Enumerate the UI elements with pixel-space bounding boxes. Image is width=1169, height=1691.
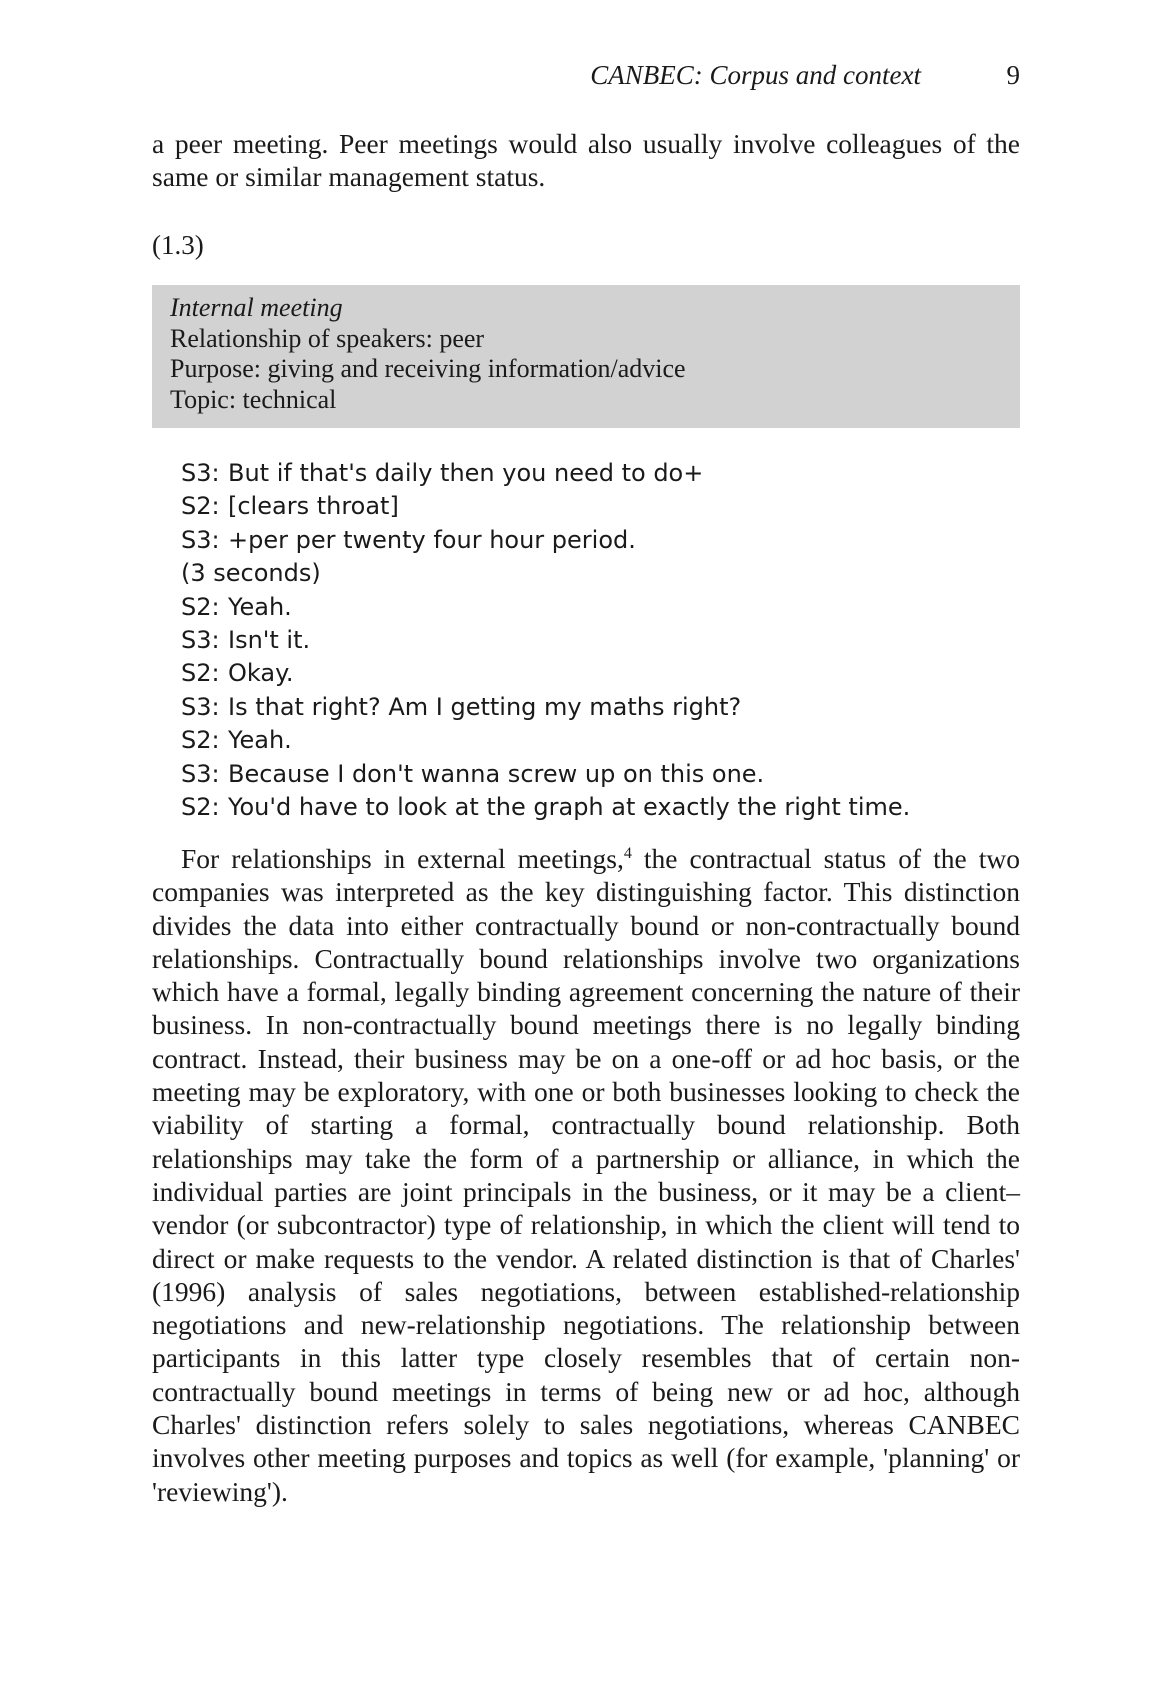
running-title: CANBEC: Corpus and context [590,60,921,90]
context-purpose: Purpose: giving and receiving information/advice [170,354,686,383]
example-number: (1.3) [152,230,204,260]
example-context-box [152,285,1020,428]
footnote-marker[interactable]: 4 [623,844,632,862]
transcript-line [181,591,1001,624]
transcript-line [181,791,1001,824]
continued-paragraph: a peer meeting. Peer meetings would also usually involve colleagues of the same or similar management status. [152,128,1020,193]
transcript-line [181,490,1001,523]
transcript-line [181,624,1001,657]
speaker-label: S2: [181,793,220,822]
speaker-label: S3: [181,626,220,655]
utterance: But if that's daily then you need to do+ [228,459,704,487]
speaker-label: S2: [181,492,220,521]
speaker-label: S3: [181,525,220,554]
main-paragraph-start: For relationships in external meetings, [181,843,624,874]
speaker-label: S3: [181,459,220,487]
transcript-line [181,657,1001,690]
speaker-label: S2: [181,659,220,688]
transcript-line [181,457,1001,490]
utterance: Yeah. [228,592,292,621]
transcript-line [181,724,1001,757]
pause-note: (3 seconds) [181,559,321,588]
main-paragraph-body: the contractual status of the two companies was interpreted as the key distinguishing factor. This distinction divides the data into either contractually bound or non-contractually bound relationships. Contractually bound relationships involve two organizations which have a formal, legally binding agreement concerning the nature of their business. In non-contractually bound meetings there is no legally binding contract. Instead, their business may be on a one-off or ad hoc basis, or the meeting may be exploratory, with one or both businesses looking to check the viability of starting a formal, contractually bound relationship. Both relationships may take the form of a partnership or alliance, in which the individual parties are joint principals in the business, or it may be a client–vendor (or subcontractor) type of relationship, in which the client will tend to direct or make requests to the vendor. A related distinction is that of Charles' (1996) analysis of sales negotiations, between established-relationship negotiations and new-relationship negotiations. The relationship between participants in this latter type closely resembles that of certain non-contractually bound meetings in terms of being new or ad hoc, although Charles' distinction refers solely to sales negotiations, whereas CANBEC involves other meeting purposes and topics as well (for example, 'planning' or 'reviewing'). [152,843,1020,1507]
utterance: Yeah. [228,726,292,755]
utterance: Because I don't wanna screw up on this one. [228,759,765,788]
transcript-line [181,557,1001,590]
context-topic: Topic: technical [170,384,337,414]
utterance: Isn't it. [228,626,311,655]
context-relationship: Relationship of speakers: peer [170,323,485,353]
utterance: [clears throat] [228,492,399,521]
speaker-label: S2: [181,726,220,755]
speaker-label: S3: [181,692,220,721]
speaker-label: S2: [181,592,220,621]
utterance: Is that right? Am I getting my maths right? [228,692,742,721]
transcript-line [181,524,1001,557]
main-paragraph [152,842,1020,1508]
transcript-line [181,691,1001,724]
transcript [181,457,1001,824]
utterance: You'd have to look at the graph at exactly the right time. [228,793,911,822]
context-title: Internal meeting [170,293,343,322]
utterance: Okay. [228,659,294,688]
speaker-label: S3: [181,759,220,788]
transcript-line [181,758,1001,791]
page-number: 9 [1006,60,1020,90]
utterance: +per per twenty four hour period. [228,525,636,554]
running-header [150,58,1020,92]
